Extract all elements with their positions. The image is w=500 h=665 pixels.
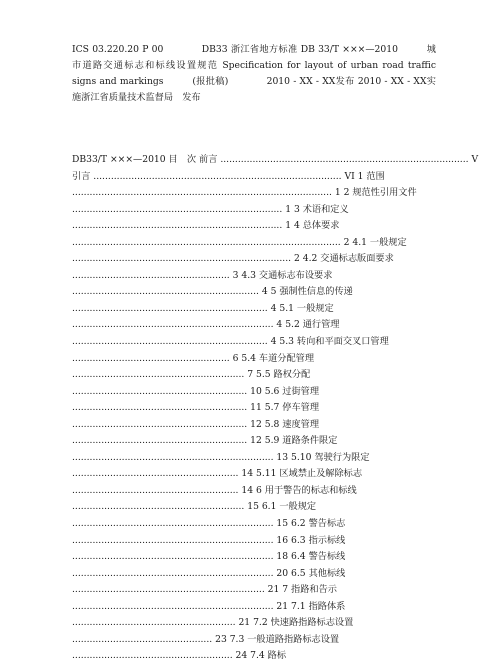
- toc-line: ........................................................................ 1 3 术语和定义: [72, 203, 349, 215]
- toc-line: ................................................ 23 7.3 一般道路指路标志设置: [72, 633, 340, 645]
- toc-line: ............................................................................................ 2 4.1 一般规定: [72, 236, 407, 248]
- toc-line: ..................................................................... 13 5.10 驾驶行为限定: [72, 451, 370, 463]
- toc-line: ............................................................ 12 5.8 速度管理: [72, 418, 320, 430]
- toc-line: ...................................................... 3 4.3 交通标志布设要求: [72, 269, 333, 281]
- toc-line: ........................................................... 15 6.1 一般规定: [72, 501, 317, 513]
- toc-line: ........................................................................ 1 4 总体要求: [72, 220, 340, 232]
- document-header-block: ICS 03.220.20 P 00 DB33 浙江省地方标准 DB 33/T ×××—2010 城市道路交通标志和标线设置规范 Specification for layout of urban road traffic signs and markings (报批稿) 2010 - XX - XX发布 2010 - XX - XX实施浙江省质量技术监督局 发布: [72, 44, 436, 103]
- toc-line: 引言 ..................................................................................... VI 1 范围: [72, 170, 385, 182]
- toc-line: ......................................................... 14 5.11 区域禁止及解除标志: [72, 468, 363, 480]
- toc-line: ....................................................... 24 7.4 路标: [72, 650, 287, 662]
- toc-line: ......................................................... 14 6 用于警告的标志和标线: [72, 484, 357, 496]
- toc-line: ................................................................ 4 5 强制性信息的传递: [72, 286, 353, 298]
- toc-line: .................................................................. 21 7 指路和告示: [72, 584, 337, 596]
- toc-line: ........................................................... 7 5.5 路权分配: [72, 369, 311, 381]
- toc-line: ..................................................................... 21 7.1 指路体系: [72, 600, 346, 612]
- toc-line: ................................................................... 4 5.1 一般规定: [72, 302, 334, 314]
- toc-line: ................................................................... 4 5.3 转向和平面交叉口管理: [72, 336, 389, 348]
- toc-line: ...................................................... 6 5.4 车道分配管理: [72, 352, 315, 364]
- toc-line: ............................................................ 12 5.9 道路条件限定: [72, 435, 338, 447]
- toc-line: ............................................................ 11 5.7 停车管理: [72, 402, 320, 414]
- toc-line: ........................................................ 21 7.2 快速路指路标志设置: [72, 617, 354, 629]
- toc-line: ..................................................................... 4 5.2 通行管理: [72, 319, 340, 331]
- toc-line: DB33/T ×××—2010 目 次 前言 ..................................................................................... V: [72, 154, 479, 165]
- toc-line: ..................................................................... 16 6.3 指示标线: [72, 534, 346, 546]
- toc-line: ..................................................................... 18 6.4 警告标线: [72, 551, 346, 563]
- toc-line: ..................................................................... 15 6.2 警告标志: [72, 518, 346, 530]
- toc-line: ........................................................................... 2 4.2 交通标志版面要求: [72, 253, 394, 265]
- toc-line: ......................................................................................... 1 2 规范性引用文件: [72, 187, 417, 199]
- toc-line: ..................................................................... 20 6.5 其他标线: [72, 567, 346, 579]
- table-of-contents: [72, 152, 479, 665]
- toc-line: ............................................................ 10 5.6 过街管理: [72, 385, 320, 397]
